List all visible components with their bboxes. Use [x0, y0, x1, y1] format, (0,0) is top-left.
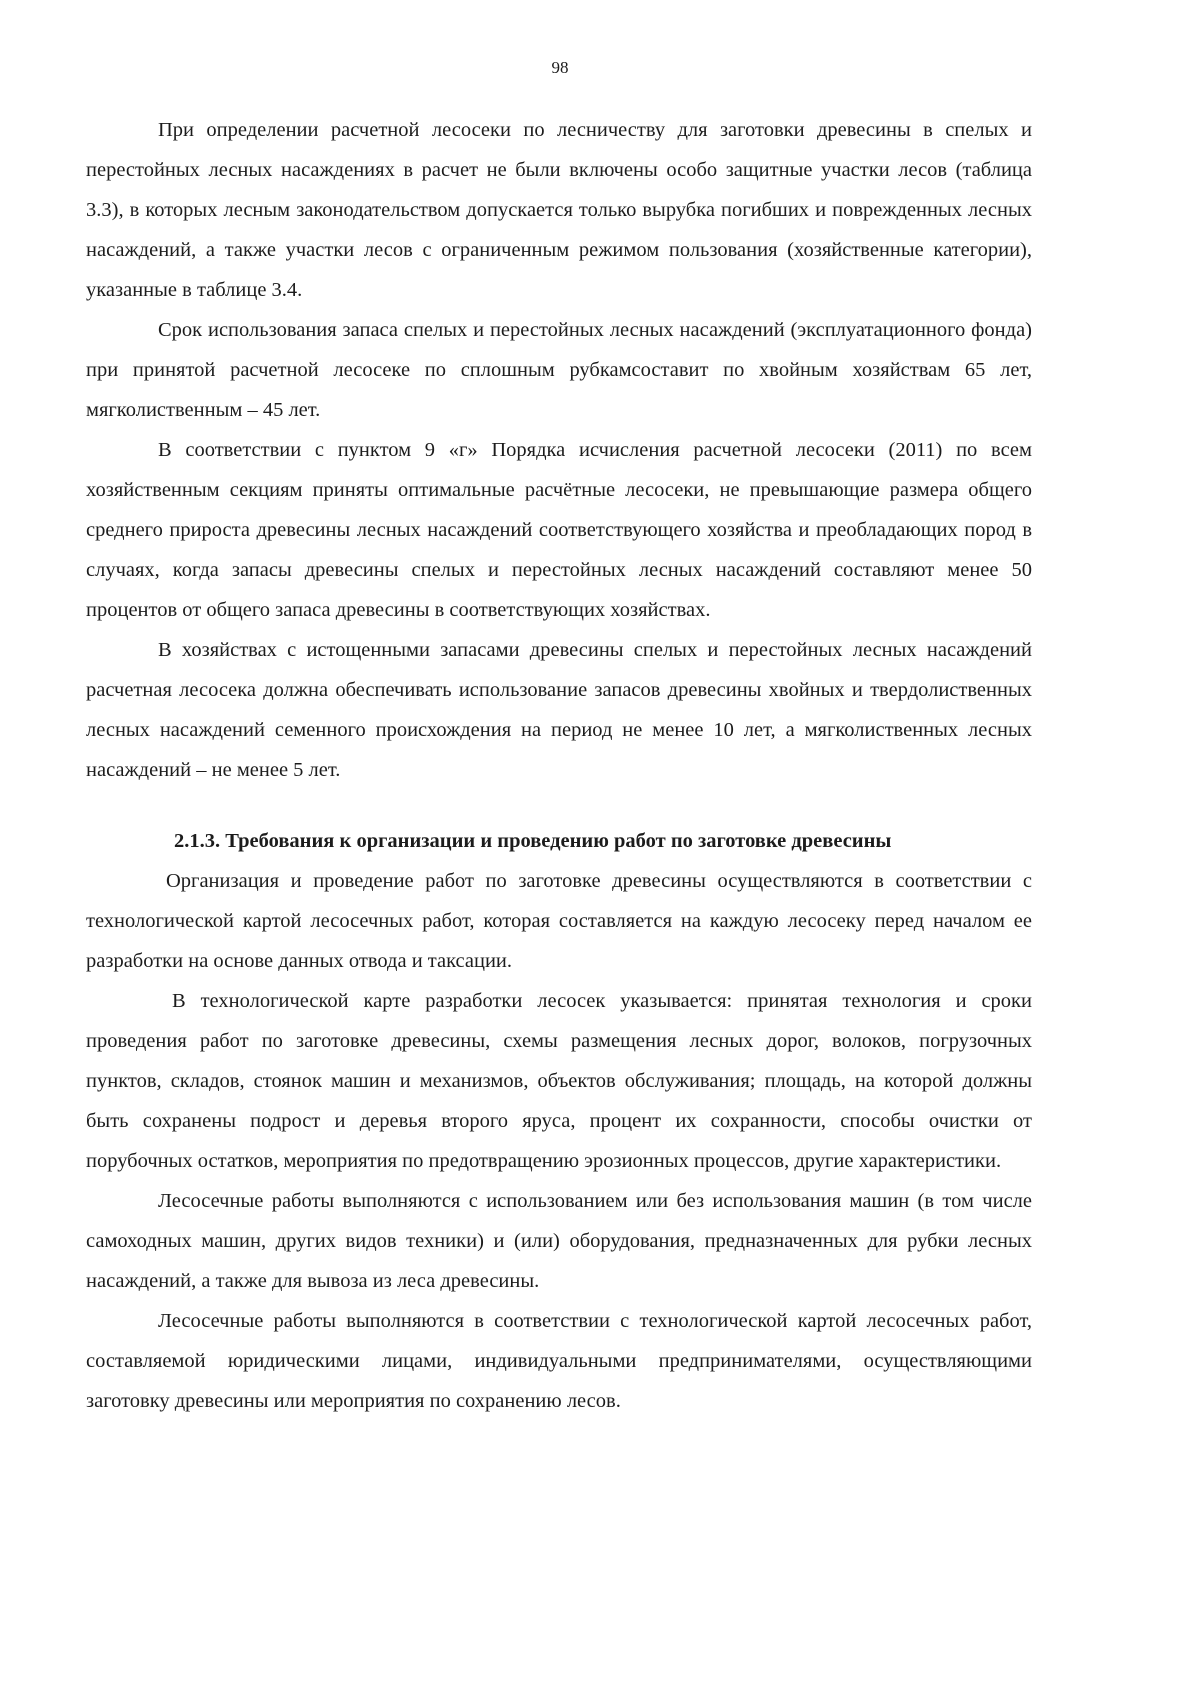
paragraph-machinery-use: Лесосечные работы выполняются с использованием или без использования машин (в том числе самоходных машин, других видов техники) и (или) оборудования, предназначенных для рубки лесных насаждений, а также для вывоза из леса древесины.: [86, 1190, 1032, 1292]
page-number: 98: [551, 58, 569, 77]
document-body: [86, 110, 1032, 1421]
paragraph-map-contents: В технологической карте разработки лесосек указывается: принятая технология и сроки проведения работ по заготовке древесины, схемы размещения лесных дорог, волоков, погрузочных пунктов, складов, стоянок машин и механизмов, объектов обслуживания; площадь, на которой должны быть сохранены подрост и деревья второго яруса, процент их сохранности, способы очистки от порубочных остатков, мероприятия по предотвращению эрозионных процессов, другие характеристики.: [86, 990, 1032, 1172]
paragraph-responsible-parties: Лесосечные работы выполняются в соответствии с технологической картой лесосечных работ, составляемой юридическими лицами, индивидуальными предпринимателями, осуществляющими заготовку древесины или мероприятия по сохранению лесов.: [86, 1310, 1032, 1412]
paragraph-technological-map: Организация и проведение работ по заготовке древесины осуществляются в соответствии с технологической картой лесосечных работ, которая составляется на каждую лесосеку перед началом ее разработки на основе данных отвода и таксации.: [86, 870, 1032, 972]
paragraph-depleted-stocks: В хозяйствах с истощенными запасами древесины спелых и перестойных лесных насаждений расчетная лесосека должна обеспечивать использование запасов древесины хвойных и твердолиственных лесных насаждений семенного происхождения на период не менее 10 лет, а мягколиственных лесных насаждений – не менее 5 лет.: [86, 639, 1032, 781]
paragraph-cutting-area-exclusions: При определении расчетной лесосеки по лесничеству для заготовки древесины в спелых и перестойных лесных насаждениях в расчет не были включены особо защитные участки лесов (таблица 3.3), в которых лесным законодательством допускается только вырубка погибших и поврежденных лесных насаждений, а также участки лесов с ограниченным режимом пользования (хозяйственные категории), указанные в таблице 3.4.: [86, 119, 1032, 301]
section-heading: 2.1.3. Требования к организации и проведению работ по заготовке древесины: [174, 830, 892, 852]
paragraph-usage-period: Срок использования запаса спелых и перестойных лесных насаждений (эксплуатационного фонда) при принятой расчетной лесосеке по сплошным рубкамсоставит по хвойным хозяйствам 65 лет, мягколиственным – 45 лет.: [86, 319, 1032, 421]
paragraph-optimal-cutting-areas: В соответствии с пунктом 9 «г» Порядка исчисления расчетной лесосеки (2011) по всем хозяйственным секциям приняты оптимальные расчётные лесосеки, не превышающие размера общего среднего прироста древесины лесных насаждений соответствующего хозяйства и преобладающих пород в случаях, когда запасы древесины спелых и перестойных лесных насаждений составляют менее 50 процентов от общего запаса древесины в соответствующих хозяйствах.: [86, 439, 1032, 621]
